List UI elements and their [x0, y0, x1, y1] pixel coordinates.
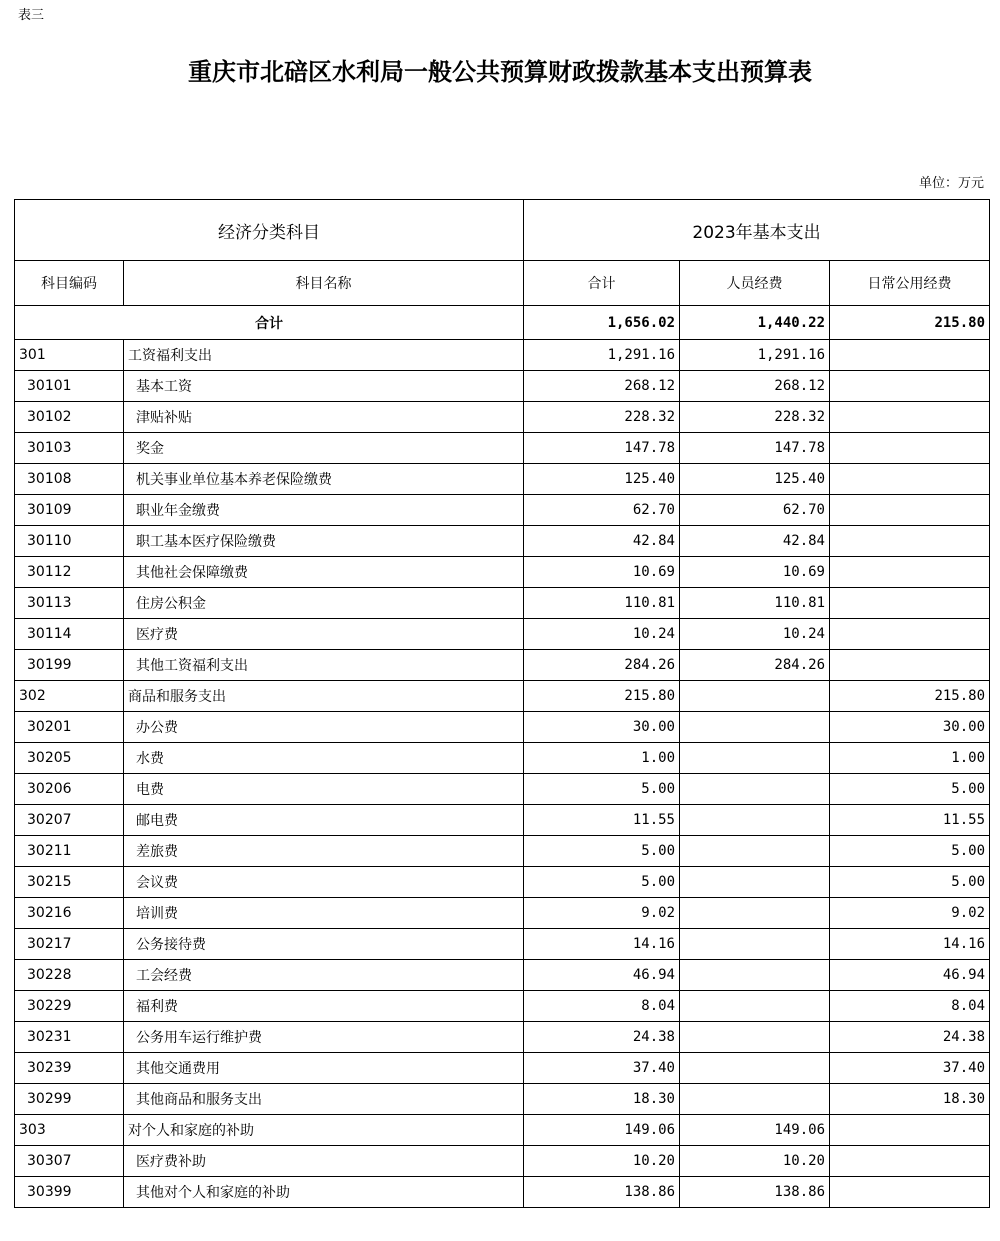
row-name: 对个人和家庭的补助 — [124, 1115, 524, 1146]
row-personnel — [680, 836, 830, 867]
row-personnel: 284.26 — [680, 650, 830, 681]
row-name: 电费 — [124, 774, 524, 805]
table-row — [15, 495, 990, 526]
row-public: 215.80 — [830, 681, 990, 712]
row-public — [830, 1115, 990, 1146]
table-row — [15, 464, 990, 495]
row-personnel: 10.24 — [680, 619, 830, 650]
table-row — [15, 960, 990, 991]
row-personnel — [680, 1084, 830, 1115]
row-personnel: 42.84 — [680, 526, 830, 557]
table-row — [15, 898, 990, 929]
row-public — [830, 371, 990, 402]
total-row — [15, 306, 990, 340]
row-total: 125.40 — [524, 464, 680, 495]
row-public — [830, 588, 990, 619]
table-row — [15, 681, 990, 712]
row-name: 职工基本医疗保险缴费 — [124, 526, 524, 557]
row-public — [830, 1146, 990, 1177]
table-label: 表三 — [18, 8, 45, 23]
row-name: 津贴补贴 — [124, 402, 524, 433]
row-public — [830, 433, 990, 464]
row-name: 水费 — [124, 743, 524, 774]
row-public: 24.38 — [830, 1022, 990, 1053]
row-name: 其他商品和服务支出 — [124, 1084, 524, 1115]
row-public: 5.00 — [830, 867, 990, 898]
row-code: 30206 — [15, 774, 124, 805]
row-total: 24.38 — [524, 1022, 680, 1053]
row-name: 基本工资 — [124, 371, 524, 402]
row-code: 30299 — [15, 1084, 124, 1115]
row-total: 5.00 — [524, 836, 680, 867]
row-code: 30211 — [15, 836, 124, 867]
row-public: 14.16 — [830, 929, 990, 960]
row-code: 30110 — [15, 526, 124, 557]
row-personnel — [680, 991, 830, 1022]
table-row — [15, 1022, 990, 1053]
total-personnel: 1,440.22 — [680, 306, 830, 340]
total-public: 215.80 — [830, 306, 990, 340]
header-personnel: 人员经费 — [680, 261, 830, 306]
row-personnel: 268.12 — [680, 371, 830, 402]
row-total: 18.30 — [524, 1084, 680, 1115]
row-personnel: 110.81 — [680, 588, 830, 619]
row-code: 301 — [15, 340, 124, 371]
row-total: 110.81 — [524, 588, 680, 619]
row-code: 30231 — [15, 1022, 124, 1053]
table-row — [15, 1177, 990, 1208]
row-public: 30.00 — [830, 712, 990, 743]
row-total: 10.69 — [524, 557, 680, 588]
row-public: 18.30 — [830, 1084, 990, 1115]
row-total: 5.00 — [524, 774, 680, 805]
row-public — [830, 464, 990, 495]
row-total: 10.24 — [524, 619, 680, 650]
table-row — [15, 402, 990, 433]
row-total: 1,291.16 — [524, 340, 680, 371]
header-code: 科目编码 — [15, 261, 124, 306]
row-name: 商品和服务支出 — [124, 681, 524, 712]
table-row — [15, 588, 990, 619]
row-total: 147.78 — [524, 433, 680, 464]
row-name: 职业年金缴费 — [124, 495, 524, 526]
row-personnel: 10.20 — [680, 1146, 830, 1177]
row-personnel — [680, 712, 830, 743]
row-personnel: 10.69 — [680, 557, 830, 588]
row-public: 9.02 — [830, 898, 990, 929]
row-public — [830, 526, 990, 557]
total-total: 1,656.02 — [524, 306, 680, 340]
row-public — [830, 650, 990, 681]
table-row — [15, 1084, 990, 1115]
total-label: 合计 — [15, 306, 524, 340]
row-name: 工资福利支出 — [124, 340, 524, 371]
table-row — [15, 371, 990, 402]
table-row — [15, 526, 990, 557]
row-public: 5.00 — [830, 836, 990, 867]
row-personnel: 125.40 — [680, 464, 830, 495]
row-total: 30.00 — [524, 712, 680, 743]
row-name: 其他工资福利支出 — [124, 650, 524, 681]
table-row — [15, 650, 990, 681]
row-total: 14.16 — [524, 929, 680, 960]
row-total: 5.00 — [524, 867, 680, 898]
row-personnel: 149.06 — [680, 1115, 830, 1146]
row-public: 8.04 — [830, 991, 990, 1022]
header-public: 日常公用经费 — [830, 261, 990, 306]
row-public — [830, 402, 990, 433]
row-total: 8.04 — [524, 991, 680, 1022]
table-row — [15, 340, 990, 371]
row-personnel — [680, 929, 830, 960]
row-public — [830, 1177, 990, 1208]
header-column-row — [15, 261, 990, 306]
row-code: 30207 — [15, 805, 124, 836]
row-public: 11.55 — [830, 805, 990, 836]
row-code: 30199 — [15, 650, 124, 681]
row-name: 其他社会保障缴费 — [124, 557, 524, 588]
row-code: 30101 — [15, 371, 124, 402]
row-name: 培训费 — [124, 898, 524, 929]
table-row — [15, 867, 990, 898]
header-total: 合计 — [524, 261, 680, 306]
row-code: 30109 — [15, 495, 124, 526]
row-name: 机关事业单位基本养老保险缴费 — [124, 464, 524, 495]
row-personnel: 228.32 — [680, 402, 830, 433]
row-name: 差旅费 — [124, 836, 524, 867]
row-public — [830, 340, 990, 371]
row-code: 30103 — [15, 433, 124, 464]
row-code: 30229 — [15, 991, 124, 1022]
table-row — [15, 805, 990, 836]
table-row — [15, 557, 990, 588]
row-code: 30114 — [15, 619, 124, 650]
row-name: 其他交通费用 — [124, 1053, 524, 1084]
row-total: 149.06 — [524, 1115, 680, 1146]
row-total: 268.12 — [524, 371, 680, 402]
row-personnel — [680, 960, 830, 991]
row-total: 46.94 — [524, 960, 680, 991]
table-row — [15, 991, 990, 1022]
row-name: 奖金 — [124, 433, 524, 464]
row-public — [830, 619, 990, 650]
table-row — [15, 1053, 990, 1084]
row-total: 10.20 — [524, 1146, 680, 1177]
header-name: 科目名称 — [124, 261, 524, 306]
row-name: 医疗费 — [124, 619, 524, 650]
row-name: 医疗费补助 — [124, 1146, 524, 1177]
page-title: 重庆市北碚区水利局一般公共预算财政拨款基本支出预算表 — [188, 57, 812, 86]
table-row — [15, 433, 990, 464]
row-code: 30399 — [15, 1177, 124, 1208]
row-code: 30108 — [15, 464, 124, 495]
budget-table — [14, 199, 990, 1208]
row-public: 1.00 — [830, 743, 990, 774]
row-total: 228.32 — [524, 402, 680, 433]
row-personnel — [680, 867, 830, 898]
row-code: 302 — [15, 681, 124, 712]
table-row — [15, 774, 990, 805]
table-row — [15, 836, 990, 867]
row-personnel — [680, 1053, 830, 1084]
row-code: 30217 — [15, 929, 124, 960]
row-code: 30228 — [15, 960, 124, 991]
row-personnel: 1,291.16 — [680, 340, 830, 371]
row-code: 30201 — [15, 712, 124, 743]
row-personnel — [680, 805, 830, 836]
row-code: 30102 — [15, 402, 124, 433]
row-name: 办公费 — [124, 712, 524, 743]
row-personnel: 62.70 — [680, 495, 830, 526]
row-name: 住房公积金 — [124, 588, 524, 619]
row-name: 公务用车运行维护费 — [124, 1022, 524, 1053]
table-row — [15, 1115, 990, 1146]
row-name: 公务接待费 — [124, 929, 524, 960]
row-personnel: 138.86 — [680, 1177, 830, 1208]
row-total: 62.70 — [524, 495, 680, 526]
row-personnel — [680, 898, 830, 929]
row-public: 5.00 — [830, 774, 990, 805]
row-public — [830, 495, 990, 526]
row-total: 1.00 — [524, 743, 680, 774]
row-total: 37.40 — [524, 1053, 680, 1084]
row-code: 30307 — [15, 1146, 124, 1177]
row-total: 9.02 — [524, 898, 680, 929]
row-name: 福利费 — [124, 991, 524, 1022]
row-code: 30113 — [15, 588, 124, 619]
header-economic-classification: 经济分类科目 — [15, 200, 524, 261]
row-name: 其他对个人和家庭的补助 — [124, 1177, 524, 1208]
row-total: 138.86 — [524, 1177, 680, 1208]
row-personnel — [680, 681, 830, 712]
row-name: 工会经费 — [124, 960, 524, 991]
row-public: 37.40 — [830, 1053, 990, 1084]
table-row — [15, 929, 990, 960]
header-group-row — [15, 200, 990, 261]
row-total: 284.26 — [524, 650, 680, 681]
row-code: 30215 — [15, 867, 124, 898]
table-row — [15, 743, 990, 774]
row-personnel — [680, 774, 830, 805]
row-total: 11.55 — [524, 805, 680, 836]
table-row — [15, 619, 990, 650]
row-personnel — [680, 1022, 830, 1053]
row-personnel — [680, 743, 830, 774]
row-code: 30205 — [15, 743, 124, 774]
row-code: 303 — [15, 1115, 124, 1146]
row-public — [830, 557, 990, 588]
header-basic-expenditure: 2023年基本支出 — [524, 200, 990, 261]
row-public: 46.94 — [830, 960, 990, 991]
table-row — [15, 1146, 990, 1177]
row-total: 215.80 — [524, 681, 680, 712]
row-total: 42.84 — [524, 526, 680, 557]
row-name: 会议费 — [124, 867, 524, 898]
row-name: 邮电费 — [124, 805, 524, 836]
row-personnel: 147.78 — [680, 433, 830, 464]
row-code: 30216 — [15, 898, 124, 929]
row-code: 30112 — [15, 557, 124, 588]
unit-label: 单位：万元 — [918, 176, 984, 191]
table-row — [15, 712, 990, 743]
row-code: 30239 — [15, 1053, 124, 1084]
